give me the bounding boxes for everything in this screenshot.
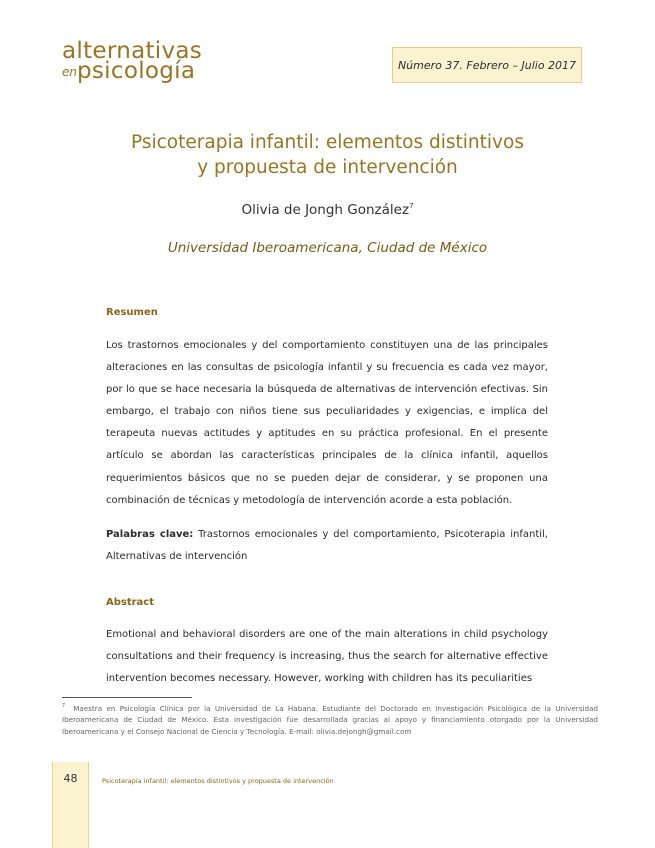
logo-en: en: [62, 65, 77, 79]
author-line: [0, 202, 655, 218]
author-footnote-ref: 7: [409, 202, 414, 210]
logo-line-psicologia: [62, 60, 202, 83]
footnote-marker: 7: [62, 703, 66, 709]
logo-psicologia: psicología: [77, 58, 196, 84]
abstract-heading: Abstract: [106, 597, 155, 608]
article-title: [0, 130, 655, 180]
footnote-text: Maestra en Psicología Clínica por la Universidad de La Habana. Estudiante del Doctorado en Investigación Psicológica de la Universidad Iberoamericana de Ciudad de México. Esta investigación fue desarrollada gracias al apoyo y financiamiento otorgado por la Universidad Iberoamericana y el Consejo Nacional de Ciencia y Tecnología. E-mail: olivia.dejongh@gmail.com: [62, 704, 598, 736]
page-number: 48: [63, 772, 78, 785]
running-head: Psicoterapia infantil: elementos distintivos y propuesta de intervención: [102, 777, 334, 785]
title-line-2: y propuesta de intervención: [197, 157, 458, 178]
keywords-paragraph: [106, 524, 548, 568]
issue-box: [392, 47, 582, 83]
footnote: [62, 701, 598, 737]
resumen-text: Los trastornos emocionales y del comportamiento constituyen una de las principales alteraciones en las consultas de psicología infantil y su frecuencia es cada vez mayor, por lo que se hace necesaria la búsqueda de alternativas de intervención efectivas. Sin embargo, el trabajo con niños tiene sus peculiaridades y exigencias, e implica del terapeuta nuevas actitudes y aptitudes en su práctica profesional. En el presente artículo se abordan las características principales de la clínica infantil, aquellos requerimientos básicos que no se pueden dejar de considerar, y se proponen una combinación de técnicas y metodología de intervención acorde a esta población.: [106, 340, 548, 506]
author-name: Olivia de Jongh González: [241, 202, 410, 218]
keywords-label: Palabras clave:: [106, 529, 194, 540]
keywords-text: Trastornos emocionales y del comportamiento, Psicoterapia infantil, Alternativas de intervención: [106, 529, 548, 563]
issue-label: Número 37. Febrero – Julio 2017: [397, 58, 577, 72]
resumen-heading: Resumen: [106, 307, 158, 318]
footnote-divider: [62, 697, 192, 698]
journal-logo: [62, 40, 202, 83]
abstract-text: Emotional and behavioral disorders are one of the main alterations in child psychology consultations and their frequency is increasing, thus the search for alternative effective intervention becomes necessary. However, working with children has its peculiarities: [106, 629, 548, 685]
affiliation: Universidad Iberoamericana, Ciudad de México: [167, 240, 488, 256]
title-line-1: Psicoterapia infantil: elementos distintivos: [131, 132, 524, 153]
logo-line-alternativas: alternativas: [62, 38, 203, 64]
